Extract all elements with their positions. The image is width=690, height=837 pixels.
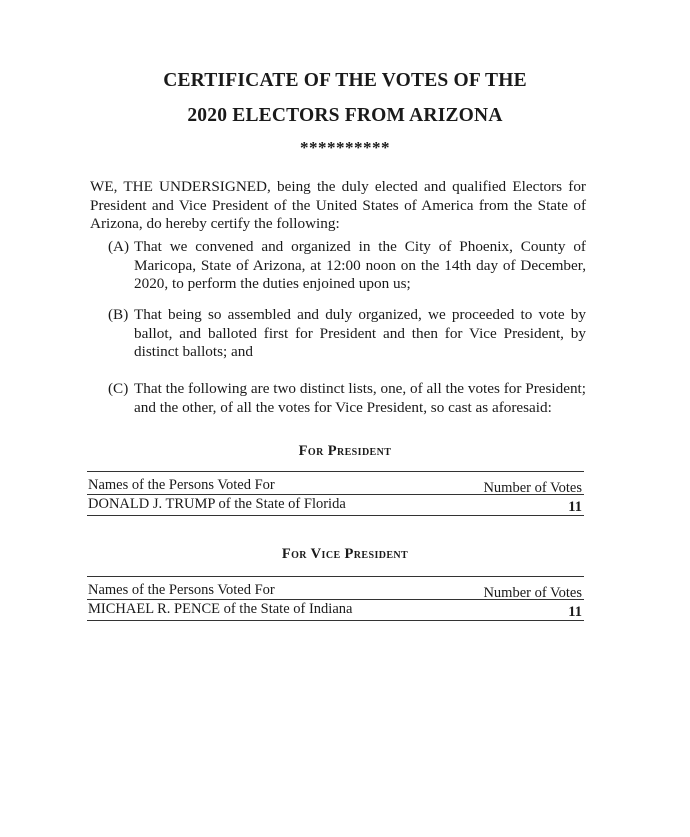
vote-count: 11 [568, 604, 582, 620]
clause-c [108, 380, 586, 417]
table-header-row [87, 581, 584, 599]
vice-president-section-heading: For Vice President [281, 546, 409, 562]
column-header-votes: Number of Votes [483, 585, 582, 601]
clause-b-marker: (B) [108, 306, 129, 323]
table-top-rule [87, 471, 584, 472]
clause-a [108, 238, 586, 294]
clause-a-marker: (A) [108, 238, 130, 255]
vice-president-vote-table [87, 576, 584, 621]
vote-count: 11 [568, 499, 582, 515]
title-separator: ********** [300, 138, 390, 157]
president-section-heading: For President [298, 443, 392, 459]
document-title-line-2: 2020 ELECTORS FROM ARIZONA [187, 105, 503, 126]
table-header-row [87, 476, 584, 494]
clause-c-text: That the following are two distinct lists, one, of all the votes for President; and the other, of all the votes for Vice President, so cast as aforesaid: [134, 380, 586, 416]
table-row [87, 600, 584, 618]
document-title-line-1: CERTIFICATE OF THE VOTES OF THE [163, 70, 527, 91]
intro-paragraph: WE, THE UNDERSIGNED, being the duly elected and qualified Electors for President and Vice President of the United States of America from the State of Arizona, do hereby certify the following: [90, 178, 586, 232]
clause-b-text: That being so assembled and duly organized, we proceeded to vote by ballot, and balloted first for President and then for Vice President, by distinct ballots; and [134, 306, 586, 360]
table-top-rule [87, 576, 584, 577]
candidate-name: DONALD J. TRUMP of the State of Florida [88, 496, 346, 512]
table-bottom-rule [87, 515, 584, 516]
president-vote-table [87, 471, 584, 516]
column-header-name: Names of the Persons Voted For [88, 582, 275, 598]
candidate-name: MICHAEL R. PENCE of the State of Indiana [88, 601, 353, 617]
clause-b [108, 306, 586, 362]
clause-c-marker: (C) [108, 380, 129, 397]
clause-a-text: That we convened and organized in the City of Phoenix, County of Maricopa, State of Arizona, at 12:00 noon on the 14th day of December, 2020, to perform the duties enjoined upon us; [134, 238, 586, 292]
column-header-votes: Number of Votes [483, 480, 582, 496]
column-header-name: Names of the Persons Voted For [88, 477, 275, 493]
table-row [87, 495, 584, 513]
table-bottom-rule [87, 620, 584, 621]
